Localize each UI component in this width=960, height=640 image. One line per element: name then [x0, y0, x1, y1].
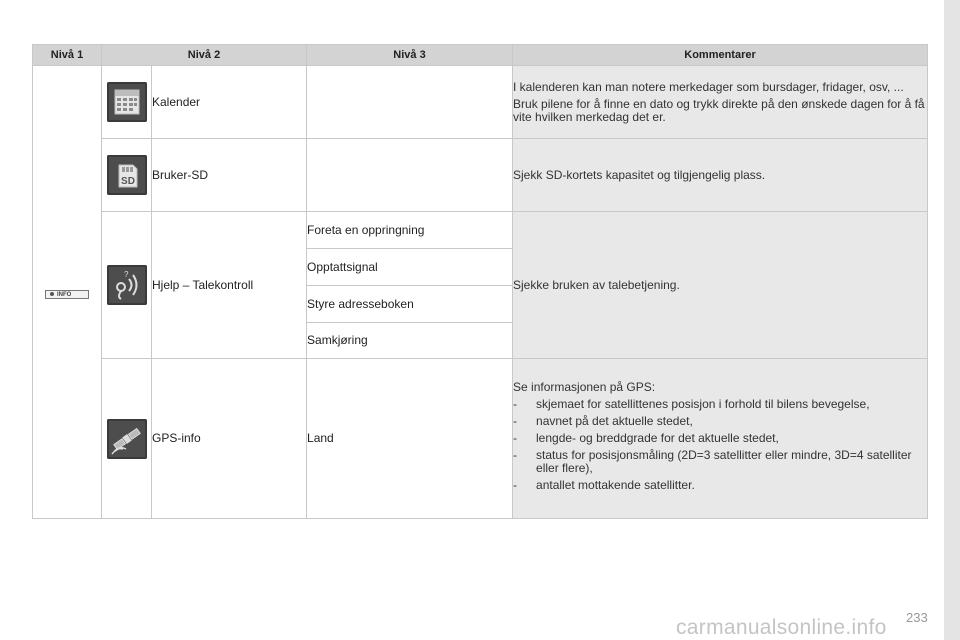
level3-land: Land — [307, 359, 513, 519]
table-header-row — [33, 45, 928, 66]
comment-bruker-sd: Sjekk SD-kortets kapasitet og tilgjengelig plass. — [513, 139, 928, 212]
header-level2: Nivå 2 — [102, 45, 307, 66]
sd-card-icon — [107, 155, 147, 195]
list-item: - antallet mottakende satellitter. — [513, 479, 927, 492]
level2-talekontroll: Hjelp – Talekontroll — [152, 212, 307, 359]
level3-item: Styre adresseboken — [307, 286, 513, 323]
list-item: - navnet på det aktuelle stedet, — [513, 415, 927, 428]
level2-gps-info: GPS-info — [152, 359, 307, 519]
list-item: - skjemaet for satellittenes posisjon i forhold til bilens bevegelse, — [513, 398, 927, 411]
comment-talekontroll: Sjekke bruken av talebetjening. — [513, 212, 928, 359]
level3-empty — [307, 139, 513, 212]
satellite-icon — [107, 419, 147, 459]
list-item: - lengde- og breddgrade for det aktuelle stedet, — [513, 432, 927, 445]
page-edge-strip — [944, 0, 960, 640]
level3-item: Foreta en oppringning — [307, 212, 513, 249]
level3-empty — [307, 66, 513, 139]
level2-kalender: Kalender — [152, 66, 307, 139]
calendar-icon — [107, 82, 147, 122]
level1-cell — [33, 66, 102, 519]
table-row — [33, 359, 928, 519]
svg-text:SD: SD — [120, 176, 135, 187]
header-level3: Nivå 3 — [307, 45, 513, 66]
level2-bruker-sd: Bruker-SD — [152, 139, 307, 212]
comment-paragraph: I kalenderen kan man notere merkedager som bursdager, fridager, osv, ... — [513, 79, 904, 94]
level3-item: Opptattsignal — [307, 249, 513, 286]
comment-gps — [513, 359, 928, 519]
level3-item: Samkjøring — [307, 323, 513, 359]
list-item: - status for posisjonsmåling (2D=3 satellitter eller mindre, 3D=4 satelliter eller flere), — [513, 449, 927, 475]
voice-command-icon — [107, 265, 147, 305]
icon-cell — [102, 139, 152, 212]
comment-kalender — [513, 66, 928, 139]
info-button-icon: INFO — [45, 290, 89, 299]
menu-table — [32, 44, 928, 519]
comment-intro: Se informasjonen på GPS: — [513, 380, 656, 394]
table-row — [33, 66, 928, 139]
page-number: 233 — [906, 610, 928, 625]
header-comments: Kommentarer — [513, 45, 928, 66]
icon-cell — [102, 66, 152, 139]
comment-paragraph: Bruk pilene for å finne en dato og trykk direkte på den ønskede dagen for å få vite hvilken merkedag det er. — [513, 96, 925, 124]
table-row — [33, 139, 928, 212]
watermark: carmanualsonline.info — [676, 616, 887, 639]
icon-cell — [102, 359, 152, 519]
svg-text:?: ? — [123, 270, 128, 279]
header-level1: Nivå 1 — [33, 45, 102, 66]
gps-bullet-list — [513, 398, 927, 492]
icon-cell — [102, 212, 152, 359]
table-row — [33, 212, 928, 249]
